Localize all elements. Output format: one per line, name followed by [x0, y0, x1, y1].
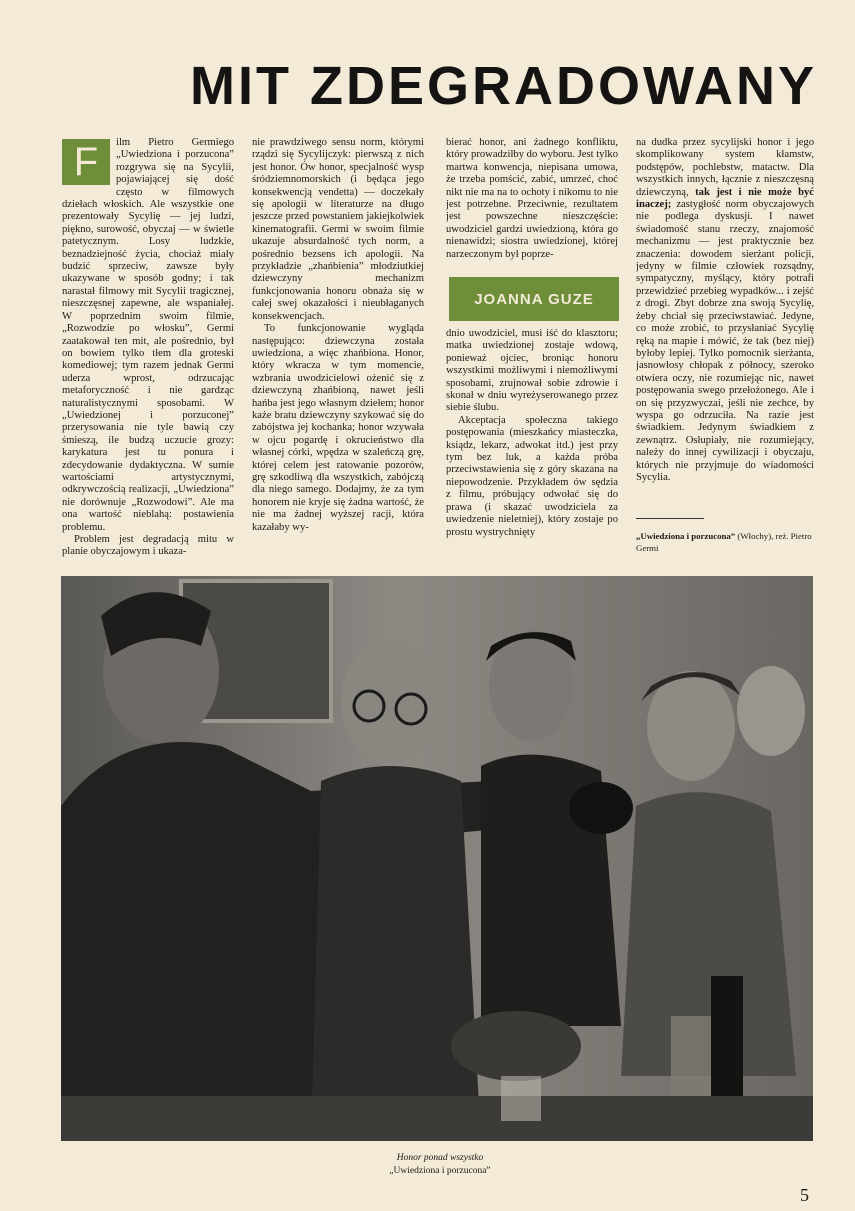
paragraph: dnio uwodziciel, musi iść do klasztoru; matka uwiedzionej zostaje wdową, ponieważ ojciec, broniąc honoru wszystkimi możliwymi i niemożliwymi sposobami, zrujnował sobie zdrowie i skonał w dniu wyreżyserowanego przez siebie ślubu. — [446, 328, 618, 414]
article-column-3-bottom — [446, 328, 618, 556]
photo-illustration — [61, 576, 813, 1141]
film-details: (Włochy), reż. Pietro Germi — [636, 531, 812, 553]
article-column-4 — [636, 137, 814, 515]
paragraph-text: ilm Pietro Germiego „Uwiedziona i porzucona” rozgrywa się na Sycylii, pojawiającej się dość często w filmowych dziełach włoskich. Ale wszystkie one prezentowały Sycylię — jej ludzi, piękno, surowość, obyczaj — w świetle patetycznym. Losy ludzkie, beznadziejność życia, chociaż miały budzić sprzeciw, zawsze były ukazywane w sposób godny; i tak narastał filmowy mit Sycylii tragicznej, nieszczęsnej zapewne, ale wspaniałej. W poprzednim swoim filmie, „Rozwodzie po włosku”, Germi zaatakował ten mit, ale pośrednio, był on bowiem tylko tłem dla groteski komediowej; tym razem jednak Germi uderza wprost, odrzucając metaforyczność i nie gardząc naturalistycznymi sposobami. W „Uwiedzionej i porzuconej” przerysowania nie tyle bawią czy śmieszą, ile budzą uczucie grozy: karykatura jest tu ponura i zdecydowanie dydaktyczna. W sumie wartościami artystycznymi, odkrywczością realizacji, „Uwiedziona” nie dorównuje „Rozwodowi”. Ale ma ona wartość nieblahą: postawienia problemu. — [62, 137, 234, 533]
article-column-2 — [252, 137, 424, 557]
divider — [636, 518, 704, 519]
film-still-photo — [61, 576, 813, 1141]
photo-caption — [320, 1152, 560, 1178]
caption-subtitle: „Uwiedziona i porzucona” — [389, 1166, 491, 1176]
paragraph — [62, 137, 234, 534]
paragraph: nie prawdziwego sensu norm, którymi rządzi się Sycylijczyk: pierwszą z nich jest honor. Ów honor, specjalność wysp śródziemnomorskich (i będąca jego konsekwencją vendetta) — doczekały się apologii w literaturze na długo jeszcze przed powstaniem jakiejkolwiek kinematografii. Germi w swoim filmie ukazuje absurdalność tych norm, a pośrednio bezsens ich apologii. Na przykładzie „zhańbienia” młodziutkiej dziewczyny mechanizm funkcjonowania honoru obnaża się w całej swej okazałości i nieubłaganych konsekwencjach. — [252, 137, 424, 322]
drop-cap: F — [62, 139, 110, 185]
paragraph: bierać honor, ani żadnego konfliktu, który prowadziłby do wyboru. Jest tylko martwa konwencja, niepisana umowa, że trzeba pomścić, zabić, umrzeć, choć nikt nie ma na to ochoty i nikomu to nie jest potrzebne. Przeciwnie, rezultatem jest powszechne nieszczęście: uwodziciel gardzi uwiedzioną, która go nienawidzi; siostra uwiedzionej, której narzeczonym był poprze- — [446, 137, 618, 260]
paragraph — [636, 137, 814, 484]
article-column-3-top — [446, 137, 618, 273]
paragraph: Akceptacja społeczna takiego postępowania (mieszkańcy miasteczka, ksiądz, lekarz, adwokat itd.) jest przy tym bez luk, a każda próba przeciwstawienia się z góry skazana na niepowodzenie. Przykładem ów sędzia z filmu, próbujący odwołać się do prawa (i skazać uwodziciela za uwiedzenie nieletniej), który zostaje po prostu wystrychnięty — [446, 414, 618, 538]
paragraph: To funkcjonowanie wygląda następująco: dziewczyna została uwiedziona, a więc zhańbiona. Honor, który wkracza w tym momencie, wzbrania uwodzicielowi ożenić się z dziewczyną zhańbioną, nawet jeśli hańba jest jego własnym dziełem; honor każe bratu dziewczyny szykować się do zabójstwa jej kochanka; honor wzywała w ojcu pogardę i okrucieństwo dla własnej córki, wpędza w szaleńczą grę, której celem jest ratowanie pozorów, grę szkodliwą dla wszystkich, zabójczą dla niego samego. Dodajmy, że za tym honorem nie kryje się żadna wartość, że nie ma żadnej wyższej racji, która kazałaby wy- — [252, 323, 424, 533]
author-byline: JOANNA GUZE — [449, 277, 619, 321]
film-credit — [636, 530, 814, 554]
paragraph-text: na dudka przez sycylijski honor i jego skomplikowany system kłamstw, podstępów, pochlebstw, matactw. Dla wszystkich innych, łącznie z nieszczęsną dziewczyną, — [636, 137, 814, 198]
article-headline: MIT ZDEGRADOWANY — [190, 56, 817, 116]
paragraph-text: zastygłość norm obyczajowych nie podlega dyskusji. I nawet świadomość stanu rzeczy, znajomość mechanizmu — jest praktycznie bez znaczenia: dowodem sierżant policji, jedyny w filmie człowiek rozsądny, sympatyczny, myślący, który potrafi przewidzieć przebieg wypadków... i zejść z drogi. Zbyt dobrze zna swoją Sycylię, żeby chciał się przeciwstawiać. Jedyne, co może zrobić, to przysłaniać Sycylię ręką na mapie i mówić, że tak (bez niej) byłoby lepiej. Tylko pomocnik sierżanta, jasnowłosy chłopak z północy, szeroko otwiera oczy, nie rozumiejąc nic, nawet postępowania swego przełożonego. Ale i on się przyzwyczai, jeśli nie zechce, by wyspa go odrzuciła. Na razie jest świadkiem. Jedynym świadkiem z zewnątrz. Osłupiały, nie rozumiejący, należy do innej cywilizacji i obyczaju, których nie przyjmuje do wiadomości Sycylia. — [636, 199, 814, 483]
film-title: „Uwiedziona i porzucona” — [636, 531, 736, 541]
page-number: 5 — [800, 1185, 809, 1205]
caption-title: Honor ponad wszystko — [396, 1153, 484, 1163]
paragraph: Problem jest degradacją mitu w planie obyczajowym i ukaza- — [62, 534, 234, 557]
emphasis-text: tak jest i nie może być inaczej; — [636, 186, 814, 211]
article-column-1 — [62, 137, 234, 557]
